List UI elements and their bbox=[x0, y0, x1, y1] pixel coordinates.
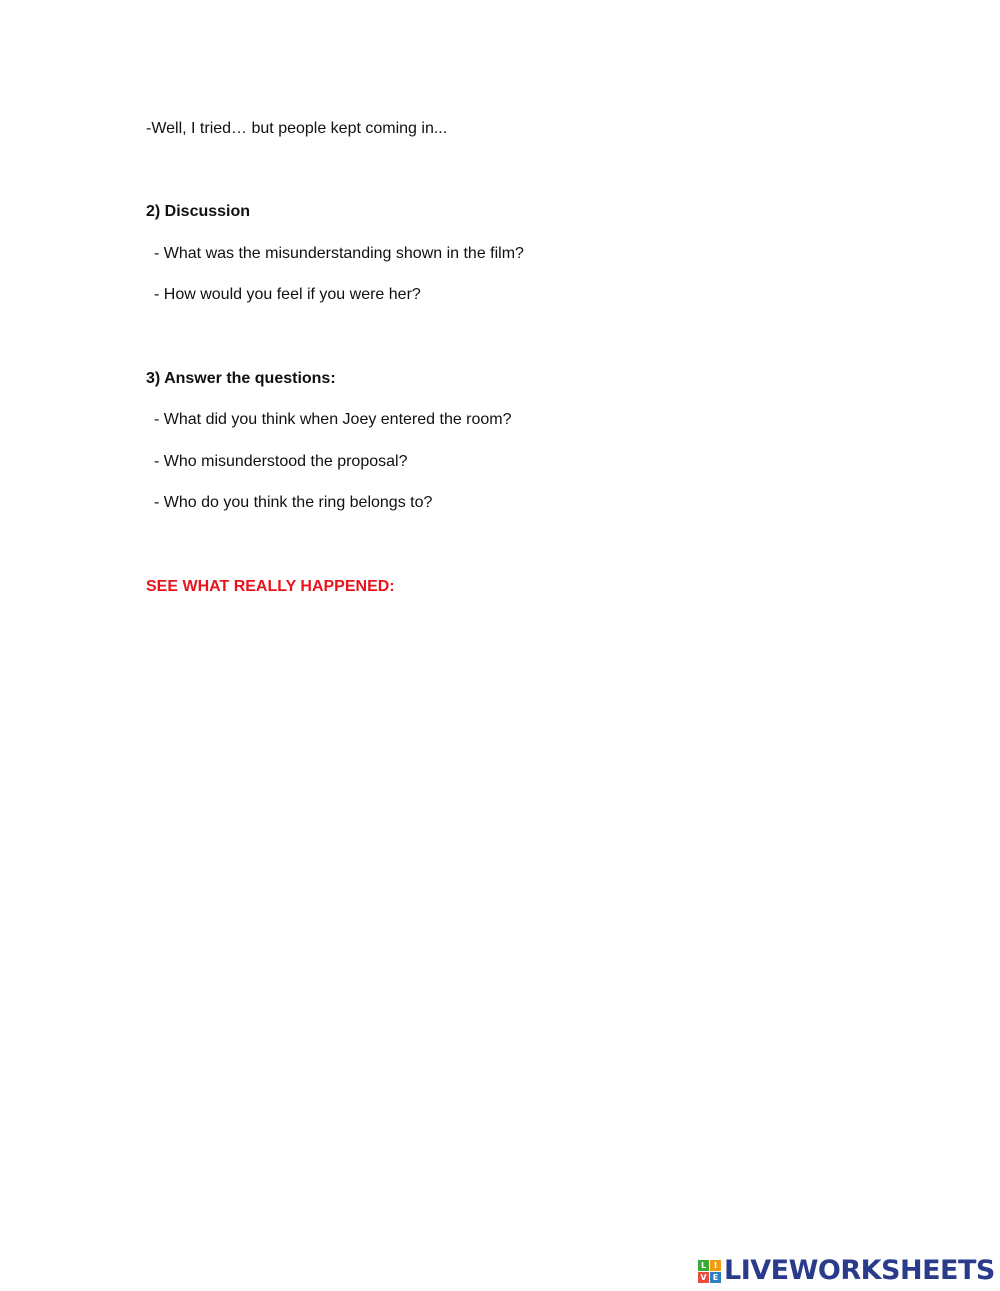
logo-block: I bbox=[710, 1260, 721, 1271]
answer-question: - Who do you think the ring belongs to? bbox=[154, 494, 433, 511]
logo-blocks-icon bbox=[698, 1260, 721, 1283]
logo-text: LIVEWORKSHEETS bbox=[724, 1255, 995, 1286]
discussion-question: - How would you feel if you were her? bbox=[154, 286, 421, 303]
logo-block: L bbox=[698, 1260, 709, 1271]
liveworksheets-logo bbox=[698, 1256, 995, 1286]
answer-question: - What did you think when Joey entered the room? bbox=[154, 411, 512, 428]
section-heading-answer-questions: 3) Answer the questions: bbox=[146, 370, 336, 387]
logo-block: V bbox=[698, 1272, 709, 1283]
answer-question: - Who misunderstood the proposal? bbox=[154, 453, 408, 470]
see-what-happened-callout: SEE WHAT REALLY HAPPENED: bbox=[146, 578, 395, 595]
section-heading-discussion: 2) Discussion bbox=[146, 203, 251, 220]
dialogue-line: -Well, I tried… but people kept coming in... bbox=[146, 120, 448, 137]
logo-block: E bbox=[710, 1272, 721, 1283]
discussion-question: - What was the misunderstanding shown in the film? bbox=[154, 245, 524, 262]
